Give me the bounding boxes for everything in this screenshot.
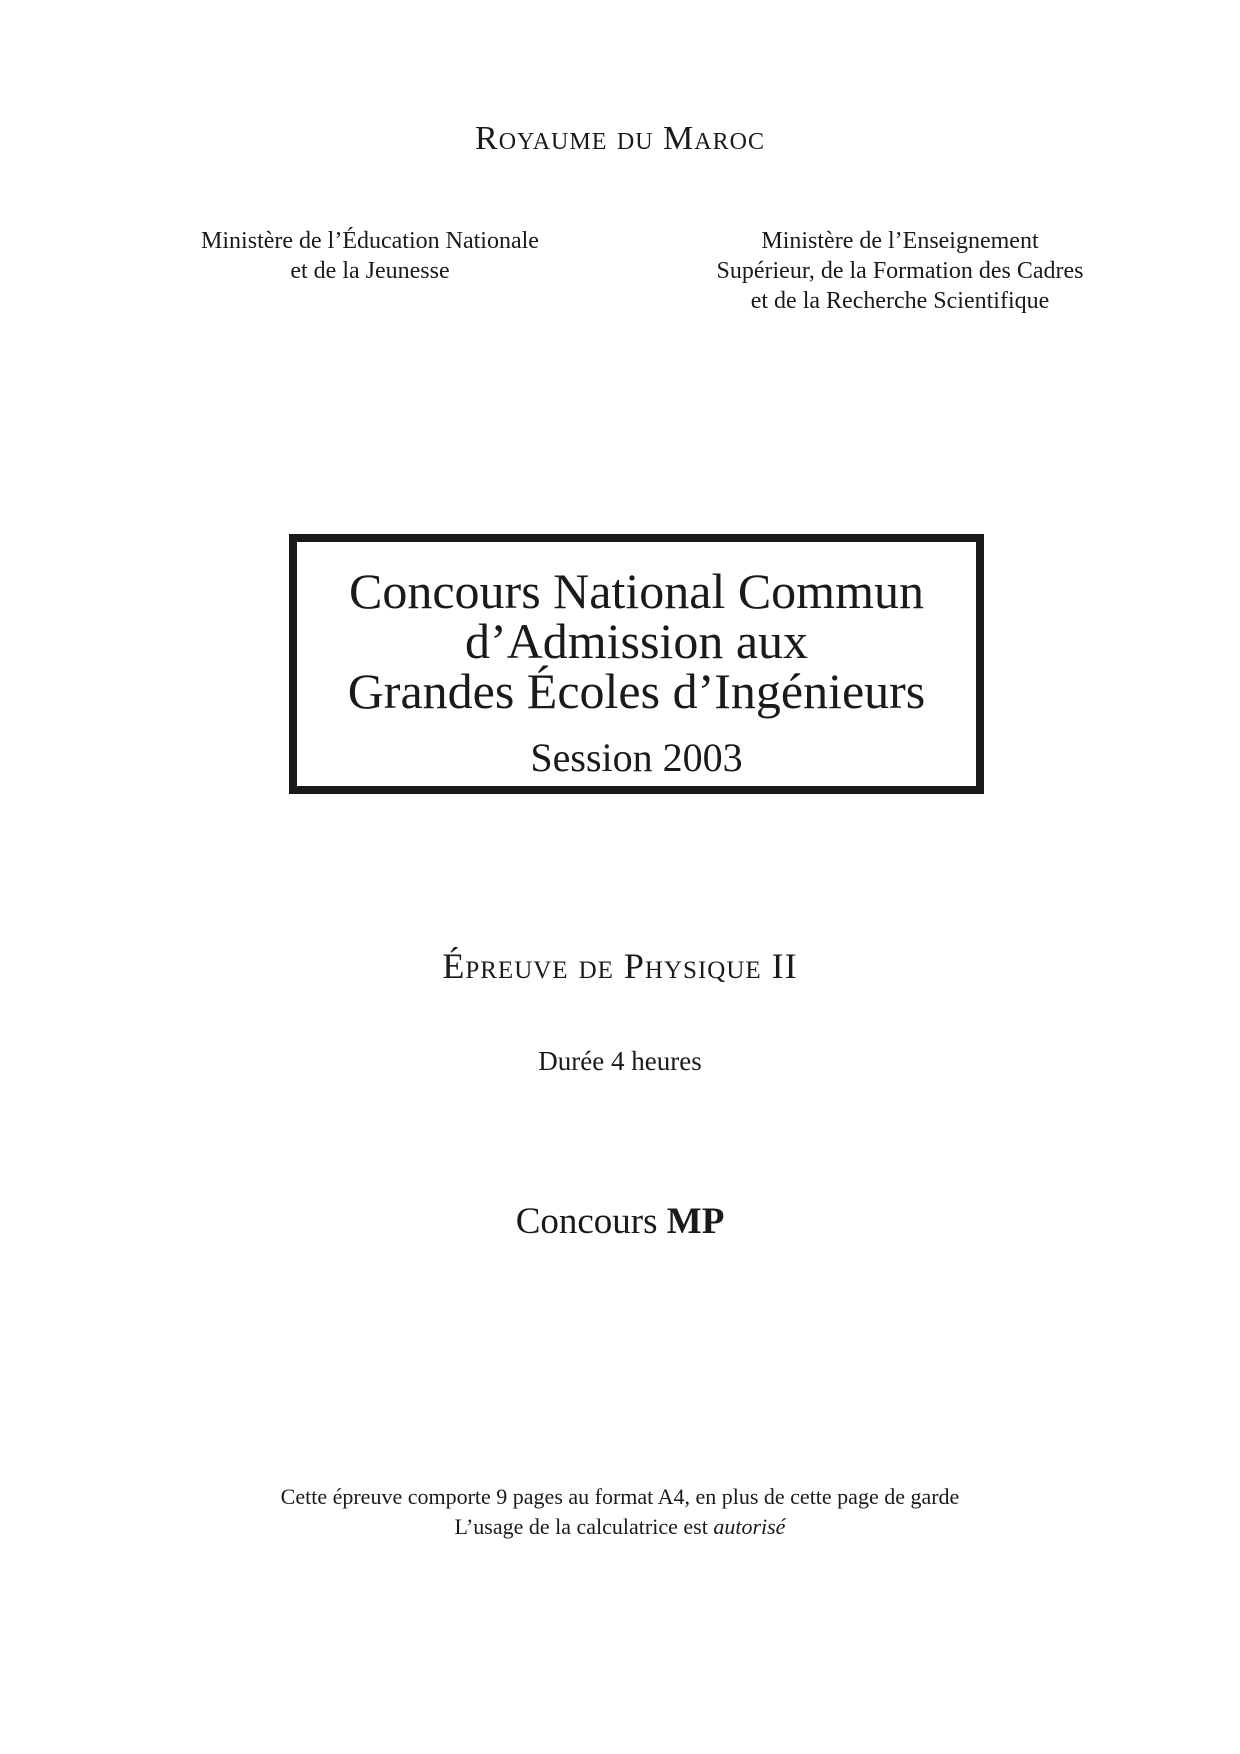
ministry-education-line-2: et de la Jeunesse <box>290 258 450 284</box>
kingdom-heading: Royaume du Maroc <box>475 120 765 157</box>
exam-notes <box>0 1482 1240 1542</box>
competition-title-line-2: d’Admission aux <box>464 613 809 669</box>
competition-title-line-1: Concours National Commun <box>349 563 924 619</box>
calculator-note-emphasis: autorisé <box>713 1514 786 1539</box>
ministry-higher-education <box>680 226 1120 316</box>
exam-subject: Épreuve de Physique II <box>442 946 798 986</box>
competition-title-line-3: Grandes Écoles d’Ingénieurs <box>347 663 926 719</box>
session-year: Session 2003 <box>530 735 743 780</box>
ministry-education-line-1: Ministère de l’Éducation Nationale <box>201 228 539 254</box>
concours-prefix: Concours <box>515 1201 658 1242</box>
ministry-higher-education-line-3: et de la Recherche Scientifique <box>750 288 1050 314</box>
concours-track <box>0 1200 1240 1243</box>
concours-track-name: MP <box>666 1201 725 1242</box>
ministry-higher-education-line-1: Ministère de l’Enseignement <box>761 228 1039 254</box>
competition-title-box <box>289 534 984 794</box>
competition-title <box>297 563 976 719</box>
exam-duration: Durée 4 heures <box>538 1046 702 1076</box>
calculator-note-text: L’usage de la calculatrice est <box>454 1514 708 1539</box>
calculator-note <box>0 1512 1240 1542</box>
page-count-note: Cette épreuve comporte 9 pages au format A4, en plus de cette page de garde <box>280 1484 960 1509</box>
ministry-education <box>160 226 580 286</box>
ministry-higher-education-line-2: Supérieur, de la Formation des Cadres <box>716 258 1084 284</box>
